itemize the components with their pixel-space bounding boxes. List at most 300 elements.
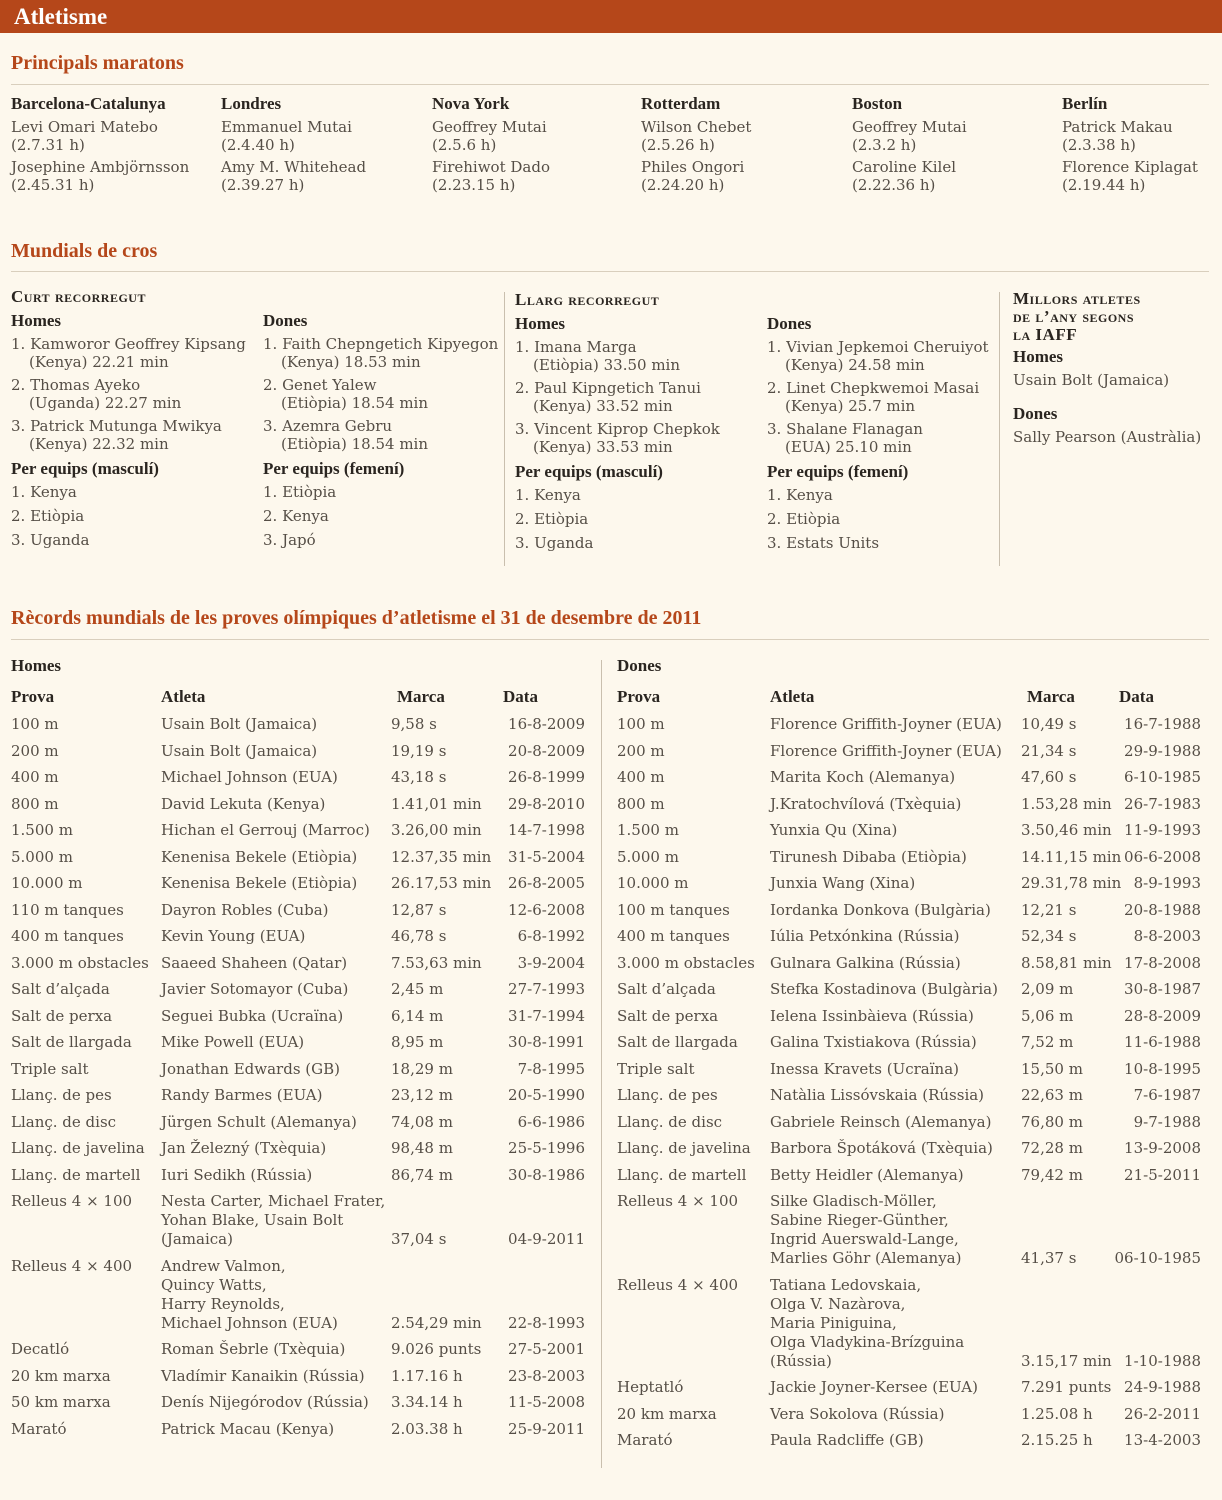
header-marca: Marca: [397, 687, 445, 706]
cros-men-label: Homes: [515, 314, 566, 333]
record-athlete: Ingrid Auerswald-Lange,: [770, 1230, 959, 1248]
record-athlete: Nesta Carter, Michael Frater,: [161, 1192, 386, 1210]
record-athlete: Natàlia Lissóvskaia (Rússia): [770, 1086, 985, 1104]
ranking-result: (EUA) 25.10 min: [785, 438, 912, 456]
record-row: [0, 1166, 1222, 1185]
record-athlete: Florence Griffith-Joyner (EUA): [770, 715, 1002, 733]
record-athlete: Tatiana Ledovskaia,: [770, 1275, 922, 1294]
record-event: Salt de perxa: [617, 1006, 719, 1025]
column-divider: [999, 292, 1000, 566]
record-date: 8-9-1993: [1133, 874, 1201, 892]
record-row: [0, 795, 1222, 814]
header-atleta: Atleta: [770, 687, 815, 706]
record-athlete: (Jamaica): [161, 1230, 233, 1248]
record-date: 9-7-1988: [1133, 1112, 1201, 1131]
record-athlete: Gabriele Reinsch (Alemanya): [770, 1112, 992, 1131]
record-date: 13-9-2008: [1124, 1139, 1201, 1157]
ranking-result: (Kenya) 33.53 min: [533, 438, 673, 456]
record-mark: 3.34.14 h: [391, 1393, 463, 1411]
cros-women-label: Dones: [767, 314, 812, 333]
record-athlete: Galina Txistiakova (Rússia): [770, 1033, 977, 1051]
record-date: 7-6-1987: [1133, 1086, 1201, 1104]
ranking-result: (Kenya) 18.53 min: [281, 353, 421, 371]
record-date: 11-5-2008: [508, 1393, 585, 1411]
record-athlete: Florence Griffith-Joyner (EUA): [770, 741, 1002, 760]
marathon-city: Nova York: [432, 94, 510, 113]
record-date: 20-8-2009: [508, 741, 585, 760]
team-rank: 2. Etiòpia: [11, 507, 85, 525]
record-event: 10.000 m: [617, 874, 689, 892]
record-mark: 22,63 m: [1021, 1086, 1083, 1104]
ranking-name: 2. Genet Yalew: [263, 376, 377, 394]
team-label: Per equips (masculí): [515, 462, 663, 481]
team-rank: 2. Etiòpia: [515, 510, 589, 528]
record-athlete: Roman Šebrle (Txèquia): [161, 1340, 346, 1358]
header-prova: Prova: [617, 687, 661, 706]
record-athlete: Barbora Špotáková (Txèquia): [770, 1139, 993, 1157]
record-athlete: Maria Piniguina,: [770, 1313, 897, 1332]
record-date: 22-8-1993: [508, 1313, 585, 1332]
cros-title: Mundials de cros: [11, 240, 158, 262]
record-mark: 5,06 m: [1021, 1006, 1074, 1025]
record-mark: 86,74 m: [391, 1165, 453, 1184]
record-mark: 26.17,53 min: [391, 874, 492, 892]
record-athlete: Olga V. Nazàrova,: [770, 1294, 906, 1313]
record-athlete: Kenenisa Bekele (Etiòpia): [161, 874, 358, 892]
record-athlete: Iúlia Petxónkina (Rússia): [770, 927, 960, 945]
record-mark: 29.31,78 min: [1021, 874, 1122, 892]
column-divider: [601, 660, 602, 1468]
record-row: [0, 768, 1222, 787]
record-row: [0, 901, 1222, 920]
ranking-name: 3. Vincent Kiprop Chepkok: [515, 420, 720, 438]
record-event: 800 m: [617, 794, 665, 813]
record-athlete: Vera Sokolova (Rússia): [770, 1404, 945, 1423]
ranking-entry: [11, 335, 256, 371]
record-date: 25-5-1996: [508, 1139, 585, 1157]
women-time: (2.19.44 h): [1062, 176, 1146, 194]
men-winner: Geoffrey Mutai: [852, 118, 967, 136]
record-event: Relleus 4 × 400: [11, 1256, 133, 1275]
record-row: [0, 1113, 1222, 1132]
record-row: [0, 1378, 1222, 1397]
record-athlete: Sabine Rieger-Günther,: [770, 1211, 949, 1229]
marathon-city: Berlín: [1062, 94, 1108, 113]
header-marca: Marca: [1027, 687, 1075, 706]
record-event: 5.000 m: [11, 847, 73, 866]
record-mark: 18,29 m: [391, 1059, 453, 1078]
record-mark: 98,48 m: [391, 1139, 453, 1157]
record-event: Salt d’alçada: [617, 980, 716, 998]
record-event: 200 m: [617, 741, 665, 760]
record-date: 17-8-2008: [1124, 953, 1201, 972]
column-divider: [504, 292, 505, 566]
record-mark: 37,04 s: [391, 1230, 447, 1248]
record-mark: 12.37,35 min: [391, 847, 492, 866]
ranking-result: (Kenya) 24.58 min: [785, 356, 925, 374]
cros-women-column: [767, 313, 1012, 555]
team-rank: 3. Japó: [263, 531, 316, 549]
record-event: 100 m: [617, 715, 665, 733]
record-athlete: Dayron Robles (Cuba): [161, 900, 329, 919]
record-date: 13-4-2003: [1124, 1431, 1201, 1449]
record-athlete: Quincy Watts,: [161, 1275, 267, 1294]
record-athlete: Paula Radcliffe (GB): [770, 1431, 924, 1449]
best-men-label: Homes: [1013, 347, 1064, 366]
record-row: [0, 1033, 1222, 1052]
record-mark: 14.11,15 min: [1021, 847, 1122, 866]
divider: [11, 271, 1209, 272]
record-date: 21-5-2011: [1124, 1165, 1201, 1184]
men-time: (2.5.26 h): [641, 136, 715, 154]
men-time: (2.4.40 h): [221, 136, 295, 154]
record-date: 6-10-1985: [1124, 768, 1201, 786]
divider: [11, 639, 1209, 640]
record-athlete: J.Kratochvílová (Txèquia): [770, 794, 962, 813]
record-row: [0, 1405, 1222, 1424]
page-banner: [0, 0, 1222, 33]
team-rank: 1. Kenya: [515, 486, 581, 504]
record-event: 20 km marxa: [11, 1366, 111, 1385]
record-mark: 19,19 s: [391, 741, 447, 760]
record-mark: 1.41,01 min: [391, 794, 482, 813]
record-row: [0, 742, 1222, 761]
record-mark: 72,28 m: [1021, 1139, 1083, 1157]
record-event: Llanç. de javelina: [11, 1139, 145, 1157]
record-event: 10.000 m: [11, 874, 83, 892]
ranking-name: 1. Vivian Jepkemoi Cheruiyot: [767, 338, 989, 356]
team-rank: 1. Etiòpia: [263, 483, 337, 501]
record-date: 7-8-1995: [517, 1059, 585, 1078]
record-mark: 46,78 s: [391, 927, 447, 945]
record-event: 400 m tanques: [617, 927, 730, 945]
ranking-entry: [767, 379, 1012, 415]
ranking-entry: [263, 376, 508, 412]
ranking-entry: [263, 335, 508, 371]
record-date: 26-2-2011: [1124, 1404, 1201, 1423]
record-mark: 47,60 s: [1021, 768, 1077, 786]
page-title: Atletisme: [14, 4, 108, 29]
ranking-entry: [515, 338, 760, 374]
record-date: 6-6-1986: [517, 1112, 585, 1131]
record-mark: 2,09 m: [1021, 980, 1074, 998]
record-event: Heptatló: [617, 1378, 684, 1396]
record-date: 26-7-1983: [1124, 794, 1201, 813]
header-data: Data: [1119, 687, 1154, 706]
record-mark: 12,87 s: [391, 900, 447, 919]
record-date: 31-7-1994: [508, 1006, 585, 1025]
header-data: Data: [503, 687, 538, 706]
record-event: 400 m tanques: [11, 927, 124, 945]
record-athlete: Tirunesh Dibaba (Etiòpia): [770, 847, 967, 866]
record-mark: 52,34 s: [1021, 927, 1077, 945]
women-time: (2.24.20 h): [641, 176, 725, 194]
ranking-name: 2. Paul Kipngetich Tanui: [515, 379, 701, 397]
record-mark: 21,34 s: [1021, 741, 1077, 760]
record-date: 14-7-1998: [508, 821, 585, 839]
record-row: [0, 821, 1222, 840]
ranking-result: (Etiòpia) 33.50 min: [533, 356, 681, 374]
record-event: 1.500 m: [617, 821, 679, 839]
record-row: [0, 1086, 1222, 1105]
record-athlete: Denís Nijegórodov (Rússia): [161, 1393, 369, 1411]
record-mark: 3.50,46 min: [1021, 821, 1112, 839]
ranking-name: 3. Patrick Mutunga Mwikya: [11, 417, 222, 435]
marathon-column: [221, 94, 421, 194]
women-time: (2.39.27 h): [221, 176, 305, 194]
ranking-result: (Etiòpia) 18.54 min: [281, 394, 429, 412]
record-event: Llanç. de pes: [11, 1086, 112, 1104]
record-mark: 74,08 m: [391, 1112, 453, 1131]
record-athlete: Marita Koch (Alemanya): [770, 768, 956, 786]
team-rank: 3. Uganda: [515, 534, 594, 552]
women-winner: Florence Kiplagat: [1062, 158, 1198, 176]
best-title: Millors atletes: [1013, 289, 1141, 308]
record-event: Salt de llargada: [11, 1033, 132, 1051]
record-mark: 41,37 s: [1021, 1249, 1077, 1267]
record-event: 3.000 m obstacles: [11, 953, 149, 972]
cros-men-column: [11, 310, 256, 552]
men-winner: Emmanuel Mutai: [221, 118, 352, 136]
record-event: Salt de perxa: [11, 1006, 113, 1025]
record-athlete: Harry Reynolds,: [161, 1294, 285, 1313]
record-athlete: Jan Železný (Txèquia): [161, 1139, 327, 1157]
record-row: [0, 848, 1222, 867]
ranking-result: (Kenya) 22.32 min: [29, 435, 169, 453]
record-athlete: Kevin Young (EUA): [161, 927, 306, 945]
record-event: 20 km marxa: [617, 1404, 717, 1423]
record-date: 11-9-1993: [1124, 821, 1201, 839]
ranking-entry: [767, 420, 1012, 456]
record-row: [0, 1007, 1222, 1026]
record-athlete: Olga Vladykina-Brízguina: [770, 1332, 965, 1351]
record-date: 31-5-2004: [508, 847, 585, 866]
record-athlete: Yunxia Qu (Xina): [770, 821, 898, 839]
divider: [11, 84, 1209, 85]
record-row: [0, 1139, 1222, 1158]
record-mark: 7.291 punts: [1021, 1378, 1112, 1396]
women-winner: Philes Ongori: [641, 158, 745, 176]
records-title: Rècords mundials de les proves olímpiques d’atletisme el 31 de desembre de 2011: [11, 607, 702, 629]
record-event: 400 m: [11, 768, 59, 786]
record-row: [0, 1276, 1222, 1371]
team-rank: 1. Kenya: [767, 486, 833, 504]
record-row: [0, 980, 1222, 999]
team-label: Per equips (femení): [263, 459, 405, 478]
ranking-result: (Kenya) 25.7 min: [785, 397, 916, 415]
women-winner: Firehiwot Dado: [432, 158, 550, 176]
ranking-name: 1. Imana Marga: [515, 338, 637, 356]
team-rank: 2. Etiòpia: [767, 510, 841, 528]
men-winner: Levi Omari Matebo: [11, 118, 158, 136]
record-date: 30-8-1991: [508, 1033, 585, 1051]
ranking-entry: [767, 338, 1012, 374]
record-event: 5.000 m: [617, 847, 679, 866]
women-winner: Caroline Kilel: [852, 158, 956, 176]
record-event: Relleus 4 × 400: [617, 1275, 739, 1294]
record-mark: 1.53,28 min: [1021, 794, 1112, 813]
record-mark: 12,21 s: [1021, 900, 1077, 919]
record-athlete: David Lekuta (Kenya): [161, 794, 326, 813]
record-event: Triple salt: [617, 1059, 695, 1078]
record-date: 26-8-1999: [508, 768, 585, 786]
ranking-name: 3. Azemra Gebru: [263, 417, 393, 435]
record-event: Relleus 4 × 100: [11, 1192, 133, 1210]
best-athletes: [1013, 290, 1213, 451]
record-athlete: Javier Sotomayor (Cuba): [161, 980, 349, 998]
record-date: 23-8-2003: [508, 1366, 585, 1385]
record-athlete: Inessa Kravets (Ucraïna): [770, 1059, 959, 1078]
record-row: [0, 1192, 1222, 1268]
marathons-title: Principals maratons: [11, 52, 184, 74]
record-athlete: Michael Johnson (EUA): [161, 1313, 338, 1332]
men-winner: Wilson Chebet: [641, 118, 752, 136]
ranking-name: 2. Linet Chepkwemoi Masai: [767, 379, 980, 397]
record-date: 27-7-1993: [508, 980, 585, 998]
record-row: [0, 954, 1222, 973]
record-athlete: Jonathan Edwards (GB): [161, 1059, 340, 1078]
men-time: (2.5.6 h): [432, 136, 497, 154]
record-date: 30-8-1987: [1124, 980, 1201, 998]
records-women-label: Dones: [617, 656, 662, 675]
best-women-label: Dones: [1013, 404, 1058, 423]
cros-men-column: [515, 313, 760, 555]
record-athlete: (Rússia): [770, 1351, 832, 1370]
marathon-column: [11, 94, 211, 194]
record-mark: 1.17.16 h: [391, 1366, 463, 1385]
record-event: Decatló: [11, 1340, 70, 1358]
best-title: la IAFF: [1013, 325, 1078, 344]
ranking-result: (Kenya) 33.52 min: [533, 397, 673, 415]
record-event: Marató: [617, 1431, 673, 1449]
team-label: Per equips (masculí): [11, 459, 159, 478]
cros-category-title: Curt recorregut: [11, 287, 146, 306]
record-mark: 6,14 m: [391, 1006, 444, 1025]
record-mark: 10,49 s: [1021, 715, 1077, 733]
record-mark: 2,45 m: [391, 980, 444, 998]
record-mark: 23,12 m: [391, 1086, 453, 1104]
record-event: 100 m: [11, 715, 59, 733]
men-time: (2.3.2 h): [852, 136, 917, 154]
record-date: 30-8-1986: [508, 1165, 585, 1184]
record-row: [0, 1431, 1222, 1450]
team-rank: 1. Kenya: [11, 483, 77, 501]
record-mark: 79,42 m: [1021, 1165, 1083, 1184]
record-athlete: Hichan el Gerrouj (Marroc): [161, 821, 370, 839]
team-rank: 3. Estats Units: [767, 534, 880, 552]
record-athlete: Mike Powell (EUA): [161, 1033, 305, 1051]
record-event: Relleus 4 × 100: [617, 1192, 739, 1210]
women-time: (2.45.31 h): [11, 176, 95, 194]
record-athlete: Patrick Macau (Kenya): [161, 1419, 335, 1438]
ranking-entry: [515, 420, 760, 456]
record-row: [0, 927, 1222, 946]
record-date: 27-5-2001: [508, 1340, 585, 1358]
marathon-column: [852, 94, 1052, 194]
record-row: [0, 1060, 1222, 1079]
record-event: Triple salt: [11, 1059, 89, 1078]
record-event: Llanç. de disc: [11, 1112, 117, 1131]
marathon-city: Londres: [221, 94, 282, 113]
ranking-result: (Etiòpia) 18.54 min: [281, 435, 429, 453]
marathon-city: Barcelona-Catalunya: [11, 94, 166, 113]
record-event: Llanç. de javelina: [617, 1139, 751, 1157]
women-winner: Josephine Ambjörnsson: [11, 158, 190, 176]
record-mark: 8.58,81 min: [1021, 953, 1112, 972]
record-mark: 8,95 m: [391, 1033, 444, 1051]
ranking-name: 1. Faith Chepngetich Kipyegon: [263, 335, 499, 353]
record-athlete: Vladímir Kanaikin (Rússia): [161, 1366, 365, 1385]
ranking-name: 2. Thomas Ayeko: [11, 376, 141, 394]
record-event: Marató: [11, 1419, 67, 1438]
records-men-label: Homes: [11, 656, 62, 675]
record-athlete: Michael Johnson (EUA): [161, 768, 338, 786]
record-date: 26-8-2005: [508, 874, 585, 892]
record-athlete: Iuri Sedikh (Rússia): [161, 1165, 313, 1184]
record-event: Llanç. de pes: [617, 1086, 718, 1104]
marathon-city: Boston: [852, 94, 903, 113]
record-mark: 7,52 m: [1021, 1033, 1074, 1051]
header-prova: Prova: [11, 687, 55, 706]
ranking-result: (Uganda) 22.27 min: [29, 394, 182, 412]
ranking-entry: [515, 379, 760, 415]
record-row: [0, 874, 1222, 893]
record-event: Llanç. de martell: [11, 1165, 141, 1184]
record-mark: 7.53,63 min: [391, 953, 482, 972]
record-event: 3.000 m obstacles: [617, 953, 755, 972]
record-mark: 2.15.25 h: [1021, 1431, 1093, 1449]
ranking-entry: [11, 417, 256, 453]
cros-women-column: [263, 310, 508, 552]
record-date: 06-10-1985: [1114, 1249, 1201, 1267]
record-event: 1.500 m: [11, 821, 73, 839]
record-event: 800 m: [11, 794, 59, 813]
marathon-city: Rotterdam: [641, 94, 721, 113]
record-date: 29-9-1988: [1124, 741, 1201, 760]
women-winner: Amy M. Whitehead: [221, 158, 367, 176]
record-row: [0, 715, 1222, 734]
record-date: 25-9-2011: [508, 1419, 585, 1438]
cros-category-title: Llarg recorregut: [515, 290, 660, 309]
record-athlete: Stefka Kostadinova (Bulgària): [770, 980, 998, 998]
record-event: 200 m: [11, 741, 59, 760]
header-atleta: Atleta: [161, 687, 206, 706]
record-event: 400 m: [617, 768, 665, 786]
ranking-entry: [11, 376, 256, 412]
record-mark: 9.026 punts: [391, 1340, 482, 1358]
record-mark: 9,58 s: [391, 715, 437, 733]
best-women: Sally Pearson (Austràlia): [1013, 428, 1202, 446]
cros-men-label: Homes: [11, 311, 62, 330]
best-title: de l’any segons: [1013, 307, 1135, 326]
record-event: 100 m tanques: [617, 900, 730, 919]
ranking-name: 3. Shalane Flanagan: [767, 420, 923, 438]
record-event: Salt de llargada: [617, 1033, 738, 1051]
record-athlete: Jackie Joyner-Kersee (EUA): [770, 1378, 978, 1396]
record-athlete: Seguei Bubka (Ucraïna): [161, 1006, 344, 1025]
men-time: (2.7.31 h): [11, 136, 85, 154]
record-athlete: Junxia Wang (Xina): [770, 874, 916, 892]
ranking-name: 1. Kamworor Geoffrey Kipsang: [11, 335, 246, 353]
ranking-result: (Kenya) 22.21 min: [29, 353, 169, 371]
cros-women-label: Dones: [263, 311, 308, 330]
record-athlete: Usain Bolt (Jamaica): [161, 715, 318, 733]
marathon-column: [1062, 94, 1222, 194]
marathon-column: [641, 94, 841, 194]
record-date: 6-8-1992: [517, 927, 585, 945]
record-date: 1-10-1988: [1124, 1351, 1201, 1370]
record-mark: 76,80 m: [1021, 1112, 1083, 1131]
